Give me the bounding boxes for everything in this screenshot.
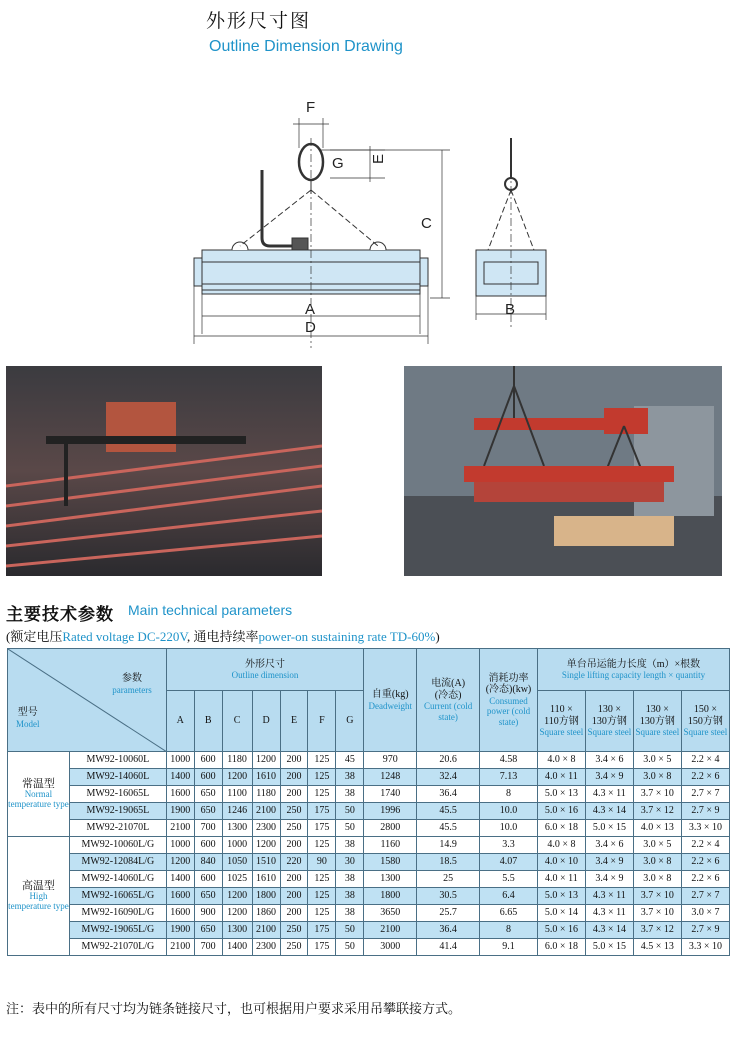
cell-capacity-1: 4.0 × 11 <box>537 769 585 786</box>
cell-dim-e: 200 <box>280 837 308 854</box>
cell-dim-d: 1800 <box>252 888 280 905</box>
cell-weight: 1248 <box>364 769 417 786</box>
cell-capacity-2: 5.0 × 15 <box>585 939 633 956</box>
cell-capacity-2: 4.3 × 11 <box>585 888 633 905</box>
cell-current: 25 <box>417 871 480 888</box>
cell-power: 10.0 <box>480 820 538 837</box>
table-row <box>8 922 730 939</box>
cell-model: MW92-19065L <box>69 803 166 820</box>
subtitle-en-2: power-on sustaining rate TD-60% <box>258 629 436 644</box>
label-f: F <box>306 99 316 116</box>
header-power-cn: 消耗功率 <box>488 672 529 684</box>
cell-power: 8 <box>480 786 538 803</box>
cell-power: 6.65 <box>480 905 538 922</box>
cell-capacity-2: 3.4 × 9 <box>585 854 633 871</box>
cell-power: 8 <box>480 922 538 939</box>
cell-dim-c: 1300 <box>222 922 252 939</box>
cell-dim-a: 1600 <box>166 905 194 922</box>
steel-4-en: Square steel <box>683 727 728 738</box>
cell-capacity-3: 3.0 × 5 <box>633 752 681 769</box>
cell-capacity-3: 3.0 × 8 <box>633 871 681 888</box>
cell-dim-a: 1400 <box>166 871 194 888</box>
cell-dim-a: 1400 <box>166 769 194 786</box>
steel-4-cn1: 150 × <box>693 704 717 716</box>
cell-capacity-3: 3.7 × 12 <box>633 803 681 820</box>
cell-weight: 1740 <box>364 786 417 803</box>
cell-dim-a: 1200 <box>166 854 194 871</box>
label-e: E <box>370 153 387 164</box>
header-current-cn2: (冷态) <box>434 689 462 701</box>
cell-dim-g: 30 <box>336 854 364 871</box>
header-current <box>417 649 480 752</box>
cell-dim-c: 1200 <box>222 888 252 905</box>
footnote: 注：表中的所有尺寸均为链条链接尺寸，也可根据用户要求采用吊攀联接方式。 <box>6 1002 462 1017</box>
cell-capacity-3: 3.0 × 8 <box>633 854 681 871</box>
cell-model: MW92-16065L/G <box>69 888 166 905</box>
cell-dim-g: 38 <box>336 786 364 803</box>
cell-current: 18.5 <box>417 854 480 871</box>
table-row <box>8 803 730 820</box>
cell-capacity-3: 3.7 × 10 <box>633 888 681 905</box>
cell-dim-b: 600 <box>194 752 222 769</box>
cell-dim-c: 1300 <box>222 820 252 837</box>
cell-dim-b: 650 <box>194 803 222 820</box>
cell-dim-a: 1600 <box>166 888 194 905</box>
cell-current: 32.4 <box>417 769 480 786</box>
cell-model: MW92-14060L/G <box>69 871 166 888</box>
cell-dim-b: 600 <box>194 871 222 888</box>
cell-dim-d: 1200 <box>252 837 280 854</box>
label-b: B <box>505 301 516 318</box>
table-row <box>8 786 730 803</box>
header-capacity <box>537 649 729 691</box>
page-title: 外形尺寸图 <box>206 10 312 32</box>
steel-3-en: Square steel <box>635 727 680 738</box>
table-row <box>8 769 730 786</box>
cell-dim-f: 175 <box>308 939 336 956</box>
cell-dim-g: 45 <box>336 752 364 769</box>
cell-power: 9.1 <box>480 939 538 956</box>
subtitle-cn-1: (额定电压 <box>6 629 63 644</box>
cell-current: 45.5 <box>417 803 480 820</box>
label-g: G <box>332 155 344 172</box>
cell-capacity-1: 6.0 × 18 <box>537 820 585 837</box>
cell-dim-a: 2100 <box>166 820 194 837</box>
cell-current: 45.5 <box>417 820 480 837</box>
cell-dim-b: 700 <box>194 939 222 956</box>
table-row <box>8 837 730 854</box>
photo-steel-mill <box>6 366 322 576</box>
cell-current: 36.4 <box>417 786 480 803</box>
cell-weight: 3000 <box>364 939 417 956</box>
cell-power: 6.4 <box>480 888 538 905</box>
cell-dim-c: 1025 <box>222 871 252 888</box>
header-dim-d: D <box>252 691 280 752</box>
header-dim-b: B <box>194 691 222 752</box>
subtitle-en-1: Rated voltage DC-220V <box>62 629 188 644</box>
cell-dim-b: 840 <box>194 854 222 871</box>
cell-current: 14.9 <box>417 837 480 854</box>
cell-model: MW92-16090L/G <box>69 905 166 922</box>
cell-capacity-2: 4.3 × 14 <box>585 922 633 939</box>
cell-power: 4.58 <box>480 752 538 769</box>
cell-dim-d: 1610 <box>252 769 280 786</box>
steel-1-en: Square steel <box>539 727 584 738</box>
header-dim-a: A <box>166 691 194 752</box>
cell-current: 36.4 <box>417 922 480 939</box>
steel-2-cn1: 130 × <box>597 704 621 716</box>
cell-capacity-4: 2.7 × 7 <box>681 888 729 905</box>
cell-dim-g: 38 <box>336 769 364 786</box>
cell-capacity-2: 3.4 × 9 <box>585 871 633 888</box>
header-capacity-en: Single lifting capacity length × quantity <box>561 670 706 681</box>
type-cell <box>8 837 70 956</box>
cell-capacity-3: 4.0 × 13 <box>633 820 681 837</box>
cell-dim-e: 200 <box>280 769 308 786</box>
cell-weight: 2100 <box>364 922 417 939</box>
cell-dim-a: 1600 <box>166 786 194 803</box>
cell-weight: 970 <box>364 752 417 769</box>
cell-model: MW92-10060L/G <box>69 837 166 854</box>
label-c: C <box>421 215 432 232</box>
cell-power: 3.3 <box>480 837 538 854</box>
cell-capacity-1: 5.0 × 16 <box>537 922 585 939</box>
cell-dim-f: 125 <box>308 752 336 769</box>
cell-dim-d: 1510 <box>252 854 280 871</box>
section-title: 主要技术参数 <box>6 605 114 625</box>
header-power-cn2: (冷态)(kw) <box>485 684 532 696</box>
cell-model: MW92-19065L/G <box>69 922 166 939</box>
header-power-en: Consumed power (cold state) <box>486 695 531 727</box>
cell-dim-a: 1900 <box>166 922 194 939</box>
cell-dim-a: 2100 <box>166 939 194 956</box>
section-subtitle <box>6 626 440 645</box>
steel-2-en: Square steel <box>587 727 632 738</box>
cell-capacity-1: 5.0 × 14 <box>537 905 585 922</box>
cell-dim-f: 125 <box>308 769 336 786</box>
cell-dim-c: 1000 <box>222 837 252 854</box>
cell-dim-e: 250 <box>280 820 308 837</box>
cell-weight: 3650 <box>364 905 417 922</box>
cell-model: MW92-14060L <box>69 769 166 786</box>
cell-capacity-4: 3.3 × 10 <box>681 939 729 956</box>
cell-dim-f: 175 <box>308 803 336 820</box>
cell-dim-g: 50 <box>336 922 364 939</box>
cell-dim-g: 38 <box>336 888 364 905</box>
cell-capacity-2: 3.4 × 9 <box>585 769 633 786</box>
cell-capacity-4: 2.2 × 6 <box>681 871 729 888</box>
cell-weight: 1996 <box>364 803 417 820</box>
cell-capacity-4: 3.0 × 7 <box>681 905 729 922</box>
header-dim-g: G <box>336 691 364 752</box>
cell-dim-d: 2300 <box>252 820 280 837</box>
cell-weight: 1300 <box>364 871 417 888</box>
cell-capacity-1: 6.0 × 18 <box>537 939 585 956</box>
table-row <box>8 888 730 905</box>
cell-capacity-3: 4.5 × 13 <box>633 939 681 956</box>
cell-capacity-2: 3.4 × 6 <box>585 752 633 769</box>
cell-dim-g: 38 <box>336 871 364 888</box>
cell-capacity-1: 5.0 × 16 <box>537 803 585 820</box>
cell-dim-d: 1180 <box>252 786 280 803</box>
cell-dim-g: 50 <box>336 803 364 820</box>
cell-dim-f: 90 <box>308 854 336 871</box>
cell-dim-f: 125 <box>308 888 336 905</box>
cell-capacity-3: 3.0 × 5 <box>633 837 681 854</box>
type-cn: 高温型 <box>21 879 55 892</box>
type-cn: 常温型 <box>21 777 55 790</box>
cell-capacity-4: 2.2 × 6 <box>681 854 729 871</box>
header-dim-e: E <box>280 691 308 752</box>
cell-capacity-3: 3.7 × 12 <box>633 922 681 939</box>
cell-capacity-3: 3.0 × 8 <box>633 769 681 786</box>
cell-capacity-2: 3.4 × 6 <box>585 837 633 854</box>
section-title-en: Main technical parameters <box>128 602 293 618</box>
cell-dim-d: 1860 <box>252 905 280 922</box>
cell-dim-e: 200 <box>280 752 308 769</box>
cell-capacity-1: 5.0 × 13 <box>537 888 585 905</box>
cell-dim-b: 650 <box>194 922 222 939</box>
cell-dim-e: 250 <box>280 939 308 956</box>
type-cell <box>8 752 70 837</box>
cell-capacity-1: 4.0 × 10 <box>537 854 585 871</box>
cell-power: 7.13 <box>480 769 538 786</box>
header-weight-cn: 自重(kg) <box>371 689 409 701</box>
cell-dim-g: 38 <box>336 837 364 854</box>
cell-current: 25.7 <box>417 905 480 922</box>
cell-capacity-4: 2.2 × 4 <box>681 837 729 854</box>
cell-capacity-4: 2.2 × 4 <box>681 752 729 769</box>
cell-dim-c: 1180 <box>222 752 252 769</box>
table-body <box>8 752 730 956</box>
cell-dim-e: 200 <box>280 871 308 888</box>
header-current-en: Current (cold state) <box>424 701 473 722</box>
header-steel-4 <box>681 691 729 752</box>
table-row <box>8 820 730 837</box>
header-dim-c: C <box>222 691 252 752</box>
cell-dim-c: 1200 <box>222 905 252 922</box>
header-capacity-cn: 单台吊运能力长度（m）×根数 <box>566 658 701 670</box>
cell-weight: 1580 <box>364 854 417 871</box>
cell-capacity-4: 3.3 × 10 <box>681 820 729 837</box>
subtitle-cn-2: , 通电持续率 <box>187 629 259 644</box>
cell-dim-d: 2300 <box>252 939 280 956</box>
cell-dim-b: 700 <box>194 820 222 837</box>
type-en: High temperature type <box>8 891 69 912</box>
cell-dim-e: 200 <box>280 786 308 803</box>
cell-current: 30.5 <box>417 888 480 905</box>
cell-current: 41.4 <box>417 939 480 956</box>
cell-dim-g: 38 <box>336 905 364 922</box>
cell-capacity-4: 2.7 × 9 <box>681 803 729 820</box>
cell-dim-e: 200 <box>280 888 308 905</box>
cell-dim-a: 1900 <box>166 803 194 820</box>
cell-model: MW92-16065L <box>69 786 166 803</box>
cell-weight: 1800 <box>364 888 417 905</box>
cell-capacity-1: 4.0 × 8 <box>537 837 585 854</box>
cell-model: MW92-21070L <box>69 820 166 837</box>
header-dim-f: F <box>308 691 336 752</box>
header-params-cn: 参数 <box>122 673 143 684</box>
header-steel-2 <box>585 691 633 752</box>
diagonal-line <box>8 649 166 752</box>
header-model-en: Model <box>16 718 40 729</box>
label-d: D <box>305 319 316 336</box>
cell-dim-d: 1200 <box>252 752 280 769</box>
cell-dim-c: 1246 <box>222 803 252 820</box>
table-row <box>8 854 730 871</box>
cell-capacity-2: 4.3 × 11 <box>585 786 633 803</box>
cell-dim-f: 175 <box>308 820 336 837</box>
cell-capacity-2: 4.3 × 14 <box>585 803 633 820</box>
steel-2-cn2: 130方钢 <box>591 715 627 727</box>
cell-dim-f: 125 <box>308 871 336 888</box>
cell-weight: 1160 <box>364 837 417 854</box>
photo-magnet-crane <box>404 366 722 576</box>
header-model-cn: 型号 <box>17 707 38 718</box>
cell-capacity-4: 2.7 × 9 <box>681 922 729 939</box>
cell-dim-c: 1100 <box>222 786 252 803</box>
cell-model: MW92-12084L/G <box>69 854 166 871</box>
cell-capacity-4: 2.2 × 6 <box>681 769 729 786</box>
type-en: Normal temperature type <box>8 789 69 810</box>
cell-dim-e: 250 <box>280 922 308 939</box>
cell-current: 20.6 <box>417 752 480 769</box>
cell-capacity-4: 2.7 × 7 <box>681 786 729 803</box>
cell-dim-e: 220 <box>280 854 308 871</box>
header-steel-1 <box>537 691 585 752</box>
cell-capacity-1: 4.0 × 11 <box>537 871 585 888</box>
cell-dim-b: 600 <box>194 837 222 854</box>
cell-power: 5.5 <box>480 871 538 888</box>
header-outline-cn: 外形尺寸 <box>245 658 286 670</box>
steel-3-cn1: 130 × <box>645 704 669 716</box>
header-outline <box>166 649 364 691</box>
cell-model: MW92-21070L/G <box>69 939 166 956</box>
cell-dim-g: 50 <box>336 939 364 956</box>
cell-power: 10.0 <box>480 803 538 820</box>
header-params-en: parameters <box>112 684 152 695</box>
cell-dim-e: 250 <box>280 803 308 820</box>
cell-dim-g: 50 <box>336 820 364 837</box>
cell-dim-b: 650 <box>194 888 222 905</box>
cell-dim-d: 2100 <box>252 803 280 820</box>
cell-capacity-2: 5.0 × 15 <box>585 820 633 837</box>
cell-dim-b: 900 <box>194 905 222 922</box>
header-current-cn: 电流(A) <box>431 678 466 690</box>
cell-dim-f: 125 <box>308 786 336 803</box>
table-row <box>8 752 730 769</box>
cell-capacity-2: 4.3 × 11 <box>585 905 633 922</box>
cell-dim-a: 1000 <box>166 752 194 769</box>
cell-dim-f: 175 <box>308 922 336 939</box>
cell-weight: 2800 <box>364 820 417 837</box>
steel-3-cn2: 130方钢 <box>639 715 675 727</box>
cell-capacity-1: 5.0 × 13 <box>537 786 585 803</box>
cell-dim-c: 1200 <box>222 769 252 786</box>
cell-capacity-1: 4.0 × 8 <box>537 752 585 769</box>
table-row <box>8 905 730 922</box>
cell-power: 4.07 <box>480 854 538 871</box>
label-a: A <box>305 301 316 318</box>
cell-dim-d: 1610 <box>252 871 280 888</box>
table-row <box>8 939 730 956</box>
cell-capacity-3: 3.7 × 10 <box>633 786 681 803</box>
cell-dim-a: 1000 <box>166 837 194 854</box>
header-weight <box>364 649 417 752</box>
cell-model: MW92-10060L <box>69 752 166 769</box>
page-subtitle: Outline Dimension Drawing <box>209 38 403 55</box>
header-outline-en: Outline dimension <box>231 670 299 681</box>
header-param-model <box>8 649 167 752</box>
cell-dim-f: 125 <box>308 837 336 854</box>
spec-table <box>7 648 730 956</box>
subtitle-end: ) <box>435 629 440 644</box>
cell-dim-c: 1400 <box>222 939 252 956</box>
cell-capacity-3: 3.7 × 10 <box>633 905 681 922</box>
dimension-drawing <box>180 98 580 348</box>
cell-dim-f: 125 <box>308 905 336 922</box>
header-weight-en: Deadweight <box>368 700 412 711</box>
cell-dim-e: 200 <box>280 905 308 922</box>
cell-dim-b: 650 <box>194 786 222 803</box>
steel-1-cn2: 110方钢 <box>544 715 579 727</box>
table-row <box>8 871 730 888</box>
cell-dim-b: 600 <box>194 769 222 786</box>
steel-4-cn2: 150方钢 <box>687 715 723 727</box>
cell-dim-c: 1050 <box>222 854 252 871</box>
header-steel-3 <box>633 691 681 752</box>
cell-dim-d: 2100 <box>252 922 280 939</box>
header-power <box>480 649 538 752</box>
steel-1-cn1: 110 × <box>550 704 573 716</box>
